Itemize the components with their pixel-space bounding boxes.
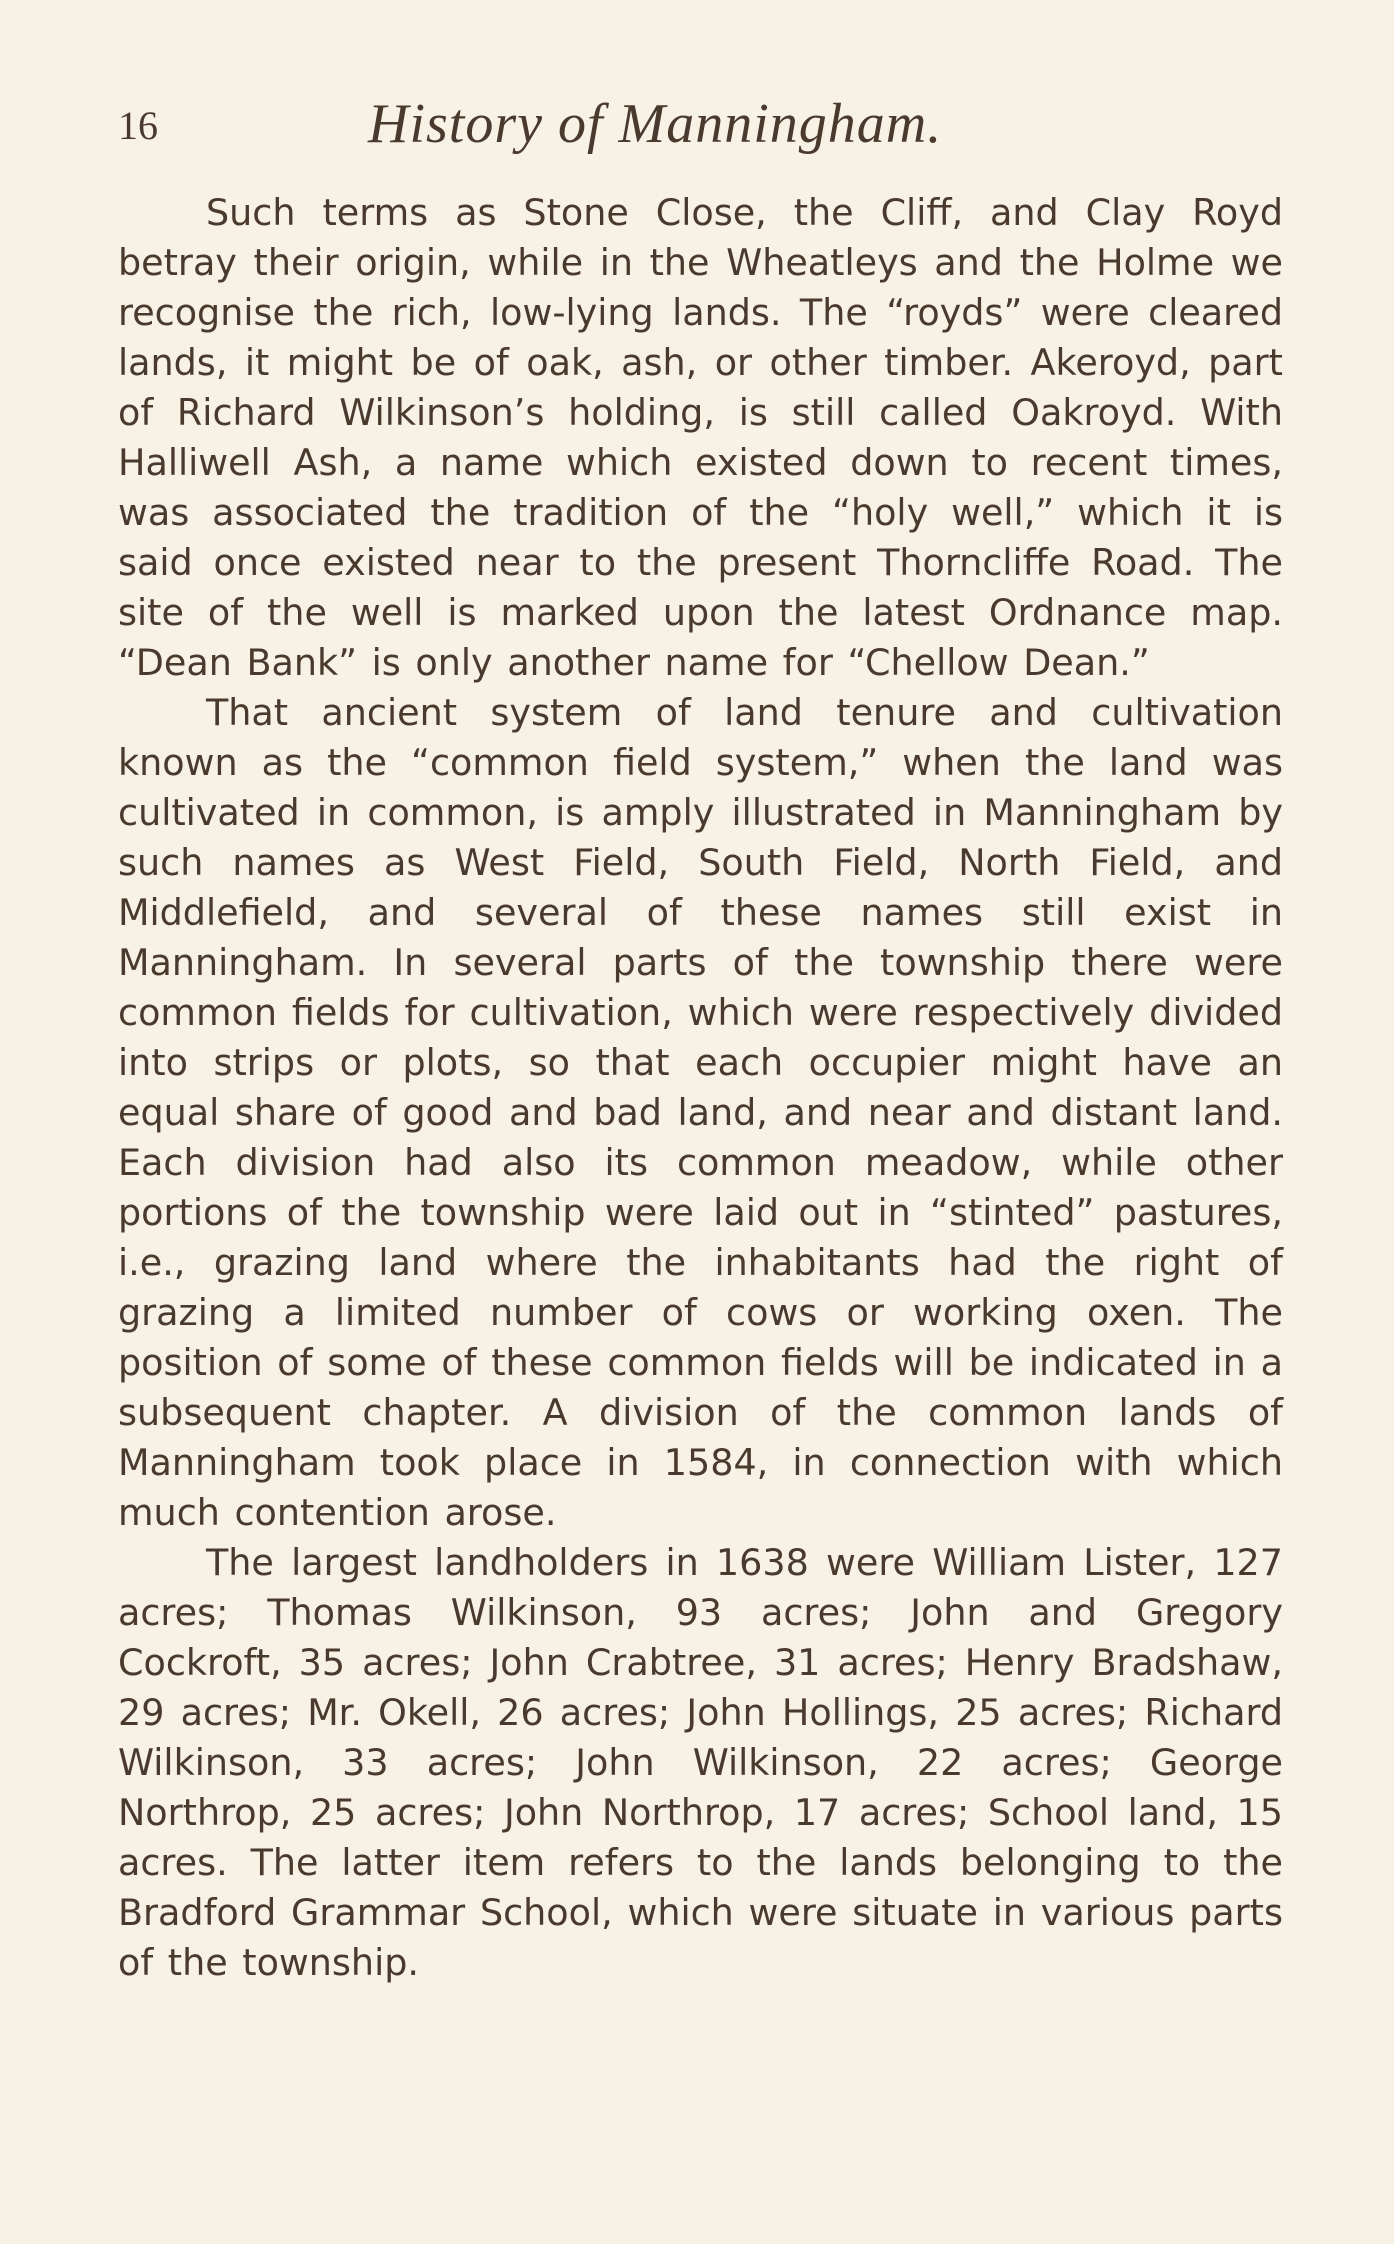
page-number: 16 — [118, 103, 158, 148]
running-title: History of Manningham. — [368, 93, 943, 155]
paragraph-place-names: Such terms as Stone Close, the Cliff, and Clay Royd betray their origin, while in the Wheatleys and the Holme we recognise the rich, low-lying lands. The “royds” were cleared lands, it might be of oak, ash, or other timber. Akeroyd, part of Richard Wilkinson’s holding, is still called Oakroyd. With Halliwell Ash, a name which existed down to recent times, was associated the tradition of the “holy well,” which it is said once existed near to the present Thorncliffe Road. The site of the well is marked upon the latest Ordnance map. “Dean Bank” is only another name for “Chellow Dean.” — [118, 191, 1283, 684]
body-text — [118, 188, 1283, 1988]
paragraph-common-field-system: That ancient system of land tenure and cultivation known as the “common field system,” when the land was cultivated in common, is amply illustrated in Manningham by such names as West Field, South Field, North Field, and Middlefield, and several of these names still exist in Manningham. In several parts of the township there were common fields for cultivation, which were respectively divided into strips or plots, so that each occupier might have an equal share of good and bad land, and near and distant land. Each division had also its common meadow, while other portions of the township were laid out in “stinted” pastures, i.e., grazing land where the inhabitants had the right of grazing a limited number of cows or working oxen. The position of some of these common fields will be indicated in a subsequent chapter. A division of the common lands of Manningham took place in 1584, in connection with which much contention arose. — [118, 691, 1283, 1534]
running-head — [118, 92, 1283, 162]
paragraph-landholders-1638: The largest landholders in 1638 were William Lister, 127 acres; Thomas Wilkinson, 93 acres; John and Gregory Cockroft, 35 acres; John Crabtree, 31 acres; Henry Bradshaw, 29 acres; Mr. Okell, 26 acres; John Hollings, 25 acres; Richard Wilkinson, 33 acres; John Wilkinson, 22 acres; George Northrop, 25 acres; John Northrop, 17 acres; School land, 15 acres. The latter item refers to the lands belonging to the Bradford Grammar School, which were situate in various parts of the township. — [118, 1541, 1283, 1984]
